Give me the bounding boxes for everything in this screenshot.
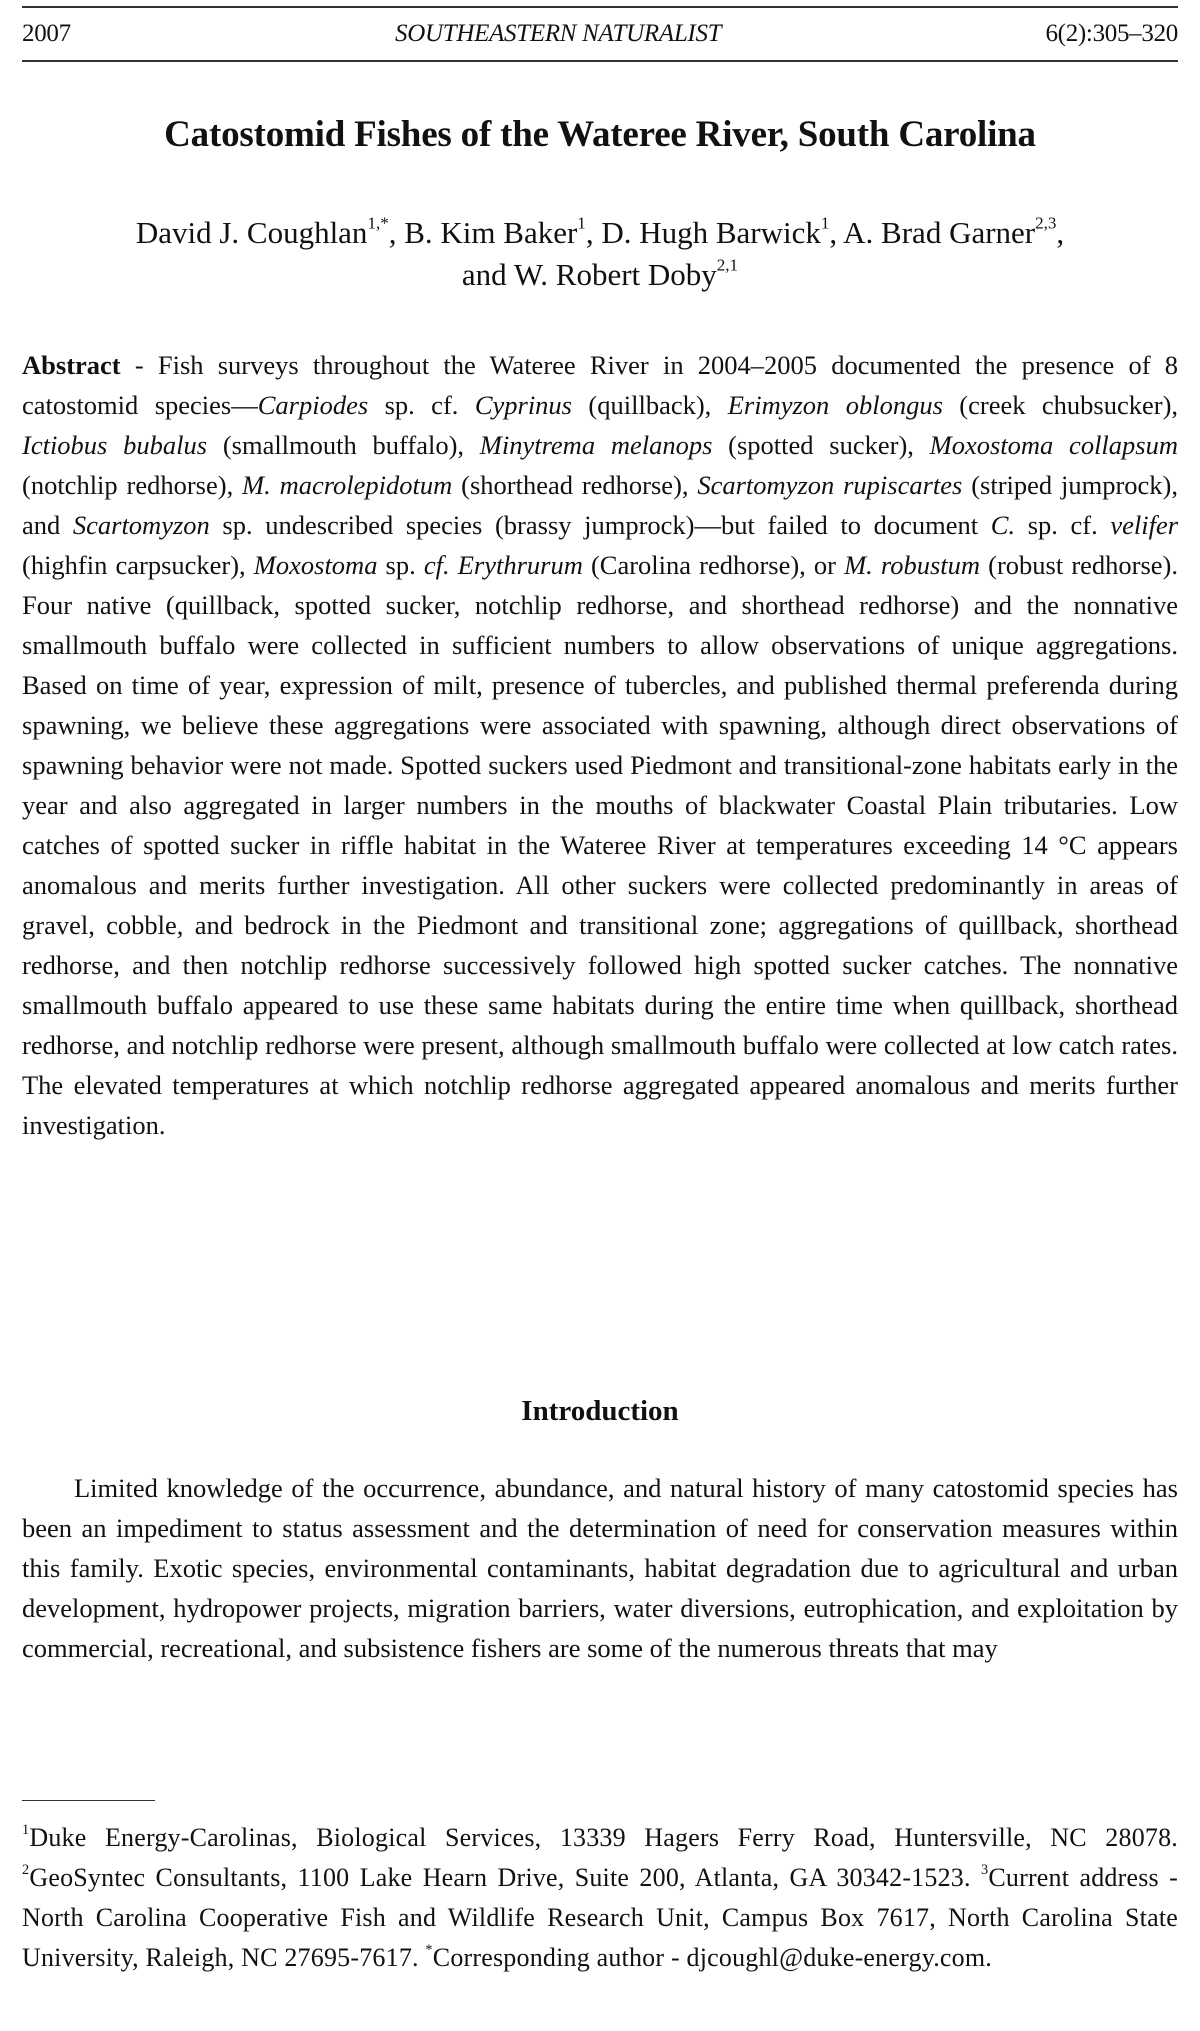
abstract-text: (quillback),: [572, 390, 728, 420]
abstract-text: - Fish surveys throughout the Wateree River in 2004–2005 documented the presence of 8 catostomid species—: [22, 350, 1178, 420]
abstract-paragraph: [22, 345, 1178, 1145]
abstract-text: sp. undescribed species (brassy jumprock)—but failed to document: [209, 510, 991, 540]
abstract-text: (striped jumprock), and: [22, 470, 1178, 540]
species-name: Moxostoma: [253, 550, 378, 580]
species-name: M. macrolepidotum: [242, 470, 453, 500]
author: and W. Robert Doby$^{2,1}$: [461, 255, 739, 292]
abstract-text: (notchlip redhorse),: [22, 470, 243, 500]
abstract: [22, 345, 1178, 1145]
species-name: M. robustum: [844, 550, 981, 580]
species-name: Ictiobus bubalus: [22, 430, 208, 460]
header-bottom-rule: [22, 60, 1178, 62]
header-journal-name: SOUTHEASTERN NATURALIST: [395, 20, 722, 47]
abstract-text: sp.: [377, 550, 424, 580]
author-list: [22, 212, 1178, 296]
species-name: Scartomyzon rupiscartes: [697, 470, 963, 500]
species-name: cf. Erythrurum: [423, 550, 583, 580]
species-name: Minytrema melanops: [479, 430, 713, 460]
footnote-text: Corresponding author - djcoughl@duke-energy.com.: [432, 1943, 992, 1972]
species-name: Erimyzon oblongus: [727, 390, 943, 420]
abstract-text: (smallmouth buffalo),: [207, 430, 480, 460]
footnote-text: Current address - North Carolina Cooperative Fish and Wildlife Research Unit, Campus Box 7617, North Carolina State University, Raleigh, NC 27695-7617.: [22, 1863, 1178, 1972]
abstract-text: (creek chubsucker),: [942, 390, 1179, 420]
introduction-paragraph: Limited knowledge of the occurrence, abundance, and natural history of many catostomid species has been an impediment to status assessment and the determination of need for conservation measures within this family. Exotic species, environmental contaminants, habitat degradation due to agricultural and urban development, hydropower projects, migration barriers, water diversions, eutrophication, and exploitation by commercial, recreational, and subsistence fishers are some of the numerous threats that may: [22, 1473, 1178, 1663]
footnotes: [22, 1818, 1178, 1978]
footnote: [425, 1943, 992, 1972]
footnote-divider: [22, 1800, 155, 1801]
introduction-body: [22, 1468, 1178, 1668]
abstract-label: Abstract: [22, 350, 121, 380]
footnote-text: GeoSyntec Consultants, 1100 Lake Hearn Drive, Suite 200, Atlanta, GA 30342-1523.: [29, 1863, 981, 1892]
author: A. Brad Garner$^{2,3}$,: [843, 213, 1065, 250]
author: D. Hugh Barwick$^1$,: [601, 213, 844, 250]
abstract-text: (shorthead redhorse),: [452, 470, 698, 500]
species-name: C.: [990, 510, 1016, 540]
footnote-text: Duke Energy-Carolinas, Biological Services, 13339 Hagers Ferry Road, Huntersville, NC 28078.: [29, 1823, 1178, 1852]
footnote-mark: 3: [980, 1861, 989, 1878]
header-year: 2007: [22, 20, 71, 47]
running-head: [22, 14, 1178, 54]
species-name: Moxostoma collapsum: [929, 430, 1178, 460]
abstract-text: (highfin carpsucker),: [22, 550, 254, 580]
footnote-mark: 1: [22, 1821, 30, 1838]
footnote-mark: *: [425, 1941, 433, 1958]
abstract-text: (spotted sucker),: [712, 430, 930, 460]
footnote-mark: 2: [22, 1861, 30, 1878]
abstract-text: (Carolina redhorse), or: [582, 550, 845, 580]
author: David J. Coughlan$^{1,*}$,: [135, 213, 405, 250]
author: B. Kim Baker$^1$,: [404, 213, 602, 250]
abstract-text: sp. cf.: [1015, 510, 1111, 540]
species-name: velifer: [1110, 510, 1179, 540]
header-top-rule: [22, 6, 1178, 8]
footnote: [22, 1863, 981, 1892]
section-heading-introduction: Introduction: [521, 1395, 679, 1427]
abstract-text: (robust redhorse). Four native (quillback, spotted sucker, notchlip redhorse, and shorthead redhorse) and the nonnative smallmouth buffalo were collected in sufficient numbers to allow observations of unique aggregations. Based on time of year, expression of milt, presence of tubercles, and published thermal preferenda during spawning, we believe these aggregations were associated with spawning, although direct observations of spawning behavior were not made. Spotted suckers used Piedmont and transitional-zone habitats early in the year and also aggregated in larger numbers in the mouths of blackwater Coastal Plain tributaries. Low catches of spotted sucker in riffle habitat in the Wateree River at temperatures exceeding 14 °C appears anomalous and merits further investigation. All other suckers were collected predominantly in areas of gravel, cobble, and bedrock in the Piedmont and transitional zone; aggregations of quillback, shorthead redhorse, and then notchlip redhorse successively followed high spotted sucker catches. The nonnative smallmouth buffalo appeared to use these same habitats during the entire time when quillback, shorthead redhorse, and notchlip redhorse were present, although smallmouth buffalo were collected at low catch rates. The elevated temperatures at which notchlip redhorse aggregated appeared anomalous and merits further investigation.: [22, 550, 1179, 1140]
species-name: Carpiodes: [257, 390, 369, 420]
footnote: [22, 1823, 1178, 1852]
species-name: Cyprinus: [474, 390, 572, 420]
abstract-text: sp. cf.: [368, 390, 475, 420]
header-volume-pages: 6(2):305–320: [1045, 20, 1178, 47]
article-title: Catostomid Fishes of the Wateree River, South Carolina: [164, 114, 1036, 155]
species-name: Scartomyzon: [72, 510, 210, 540]
